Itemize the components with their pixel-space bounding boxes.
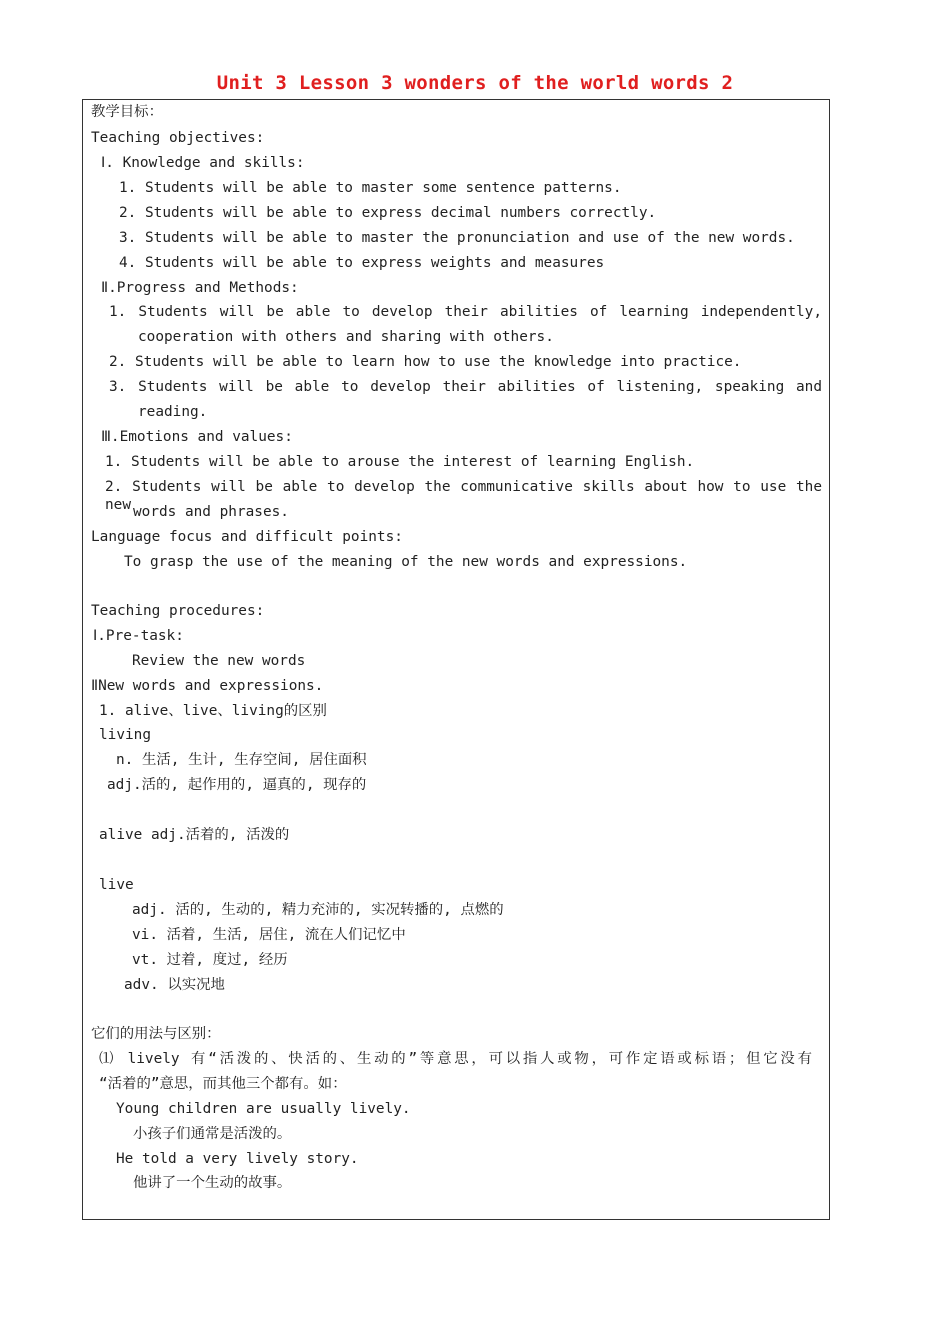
word-living: living bbox=[99, 727, 151, 743]
objective-2-2: 2. Students will be able to learn how to use the knowledge into practice. bbox=[109, 354, 742, 370]
teaching-objectives-heading: Teaching objectives: bbox=[91, 130, 265, 146]
objective-3-2-cont: words and phrases. bbox=[133, 504, 289, 520]
example-2-chinese: 他讲了一个生动的故事。 bbox=[133, 1175, 292, 1191]
living-adj-definition: adj.活的, 起作用的, 逼真的, 现存的 bbox=[107, 777, 367, 793]
language-focus-heading: Language focus and difficult points: bbox=[91, 529, 403, 545]
pre-task-text: Review the new words bbox=[132, 653, 306, 669]
objective-1-3: 3. Students will be able to master the pronunciation and use of the new words. bbox=[119, 230, 795, 246]
word-alive-definition: alive adj.活着的, 活泼的 bbox=[99, 827, 290, 843]
usage-heading: 它们的用法与区别： bbox=[91, 1026, 221, 1042]
new-words-heading: ⅡNew words and expressions. bbox=[91, 678, 324, 694]
document-title: Unit 3 Lesson 3 wonders of the world words 2 bbox=[216, 72, 734, 94]
objective-2-1: 1. Students will be able to develop their abilities of learning independently, bbox=[109, 304, 822, 320]
live-adj-definition: adj. 活的, 生动的, 精力充沛的, 实况转播的, 点燃的 bbox=[132, 902, 504, 918]
teaching-goals-heading-cn: 教学目标： bbox=[91, 104, 163, 120]
progress-methods-heading: Ⅱ.Progress and Methods: bbox=[101, 280, 299, 296]
objective-3-1: 1. Students will be able to arouse the interest of learning English. bbox=[105, 454, 695, 470]
knowledge-skills-heading: Ⅰ. Knowledge and skills: bbox=[101, 155, 305, 171]
live-vt-definition: vt. 过着, 度过, 经历 bbox=[132, 952, 288, 968]
pre-task-heading: Ⅰ.Pre-task: bbox=[93, 628, 184, 644]
objective-2-1-cont: cooperation with others and sharing with others. bbox=[138, 329, 554, 345]
usage-note-1: ⑴ lively 有“活泼的、快活的、生动的”等意思，可以指人或物，可作定语或标语；但它没有 bbox=[99, 1051, 812, 1067]
objective-1-1: 1. Students will be able to master some sentence patterns. bbox=[119, 180, 622, 196]
objective-1-2: 2. Students will be able to express decimal numbers correctly. bbox=[119, 205, 657, 221]
teaching-procedures-heading: Teaching procedures: bbox=[91, 603, 265, 619]
word-comparison-heading: 1. alive、live、living的区别 bbox=[99, 703, 327, 719]
live-adv-definition: adv. 以实况地 bbox=[124, 977, 225, 993]
objective-2-3-cont: reading. bbox=[138, 404, 208, 420]
example-2-english: He told a very lively story. bbox=[116, 1151, 359, 1167]
usage-note-1-cont: “活着的”意思，而其他三个都有。如： bbox=[99, 1076, 347, 1092]
word-live: live bbox=[99, 877, 134, 893]
emotions-values-heading: Ⅲ.Emotions and values: bbox=[101, 429, 293, 445]
living-noun-definition: n. 生活, 生计, 生存空间, 居住面积 bbox=[116, 752, 367, 768]
objective-2-3: 3. Students will be able to develop their abilities of listening, speaking and bbox=[109, 379, 822, 395]
example-1-chinese: 小孩子们通常是活泼的。 bbox=[133, 1126, 292, 1142]
live-vi-definition: vi. 活着, 生活, 居住, 流在人们记忆中 bbox=[132, 927, 406, 943]
objective-1-4: 4. Students will be able to express weights and measures bbox=[119, 255, 605, 271]
example-1-english: Young children are usually lively. bbox=[116, 1101, 411, 1117]
language-focus-text: To grasp the use of the meaning of the new words and expressions. bbox=[124, 554, 688, 570]
objective-3-2: 2. Students will be able to develop the communicative skills about how to use the new bbox=[105, 479, 822, 513]
